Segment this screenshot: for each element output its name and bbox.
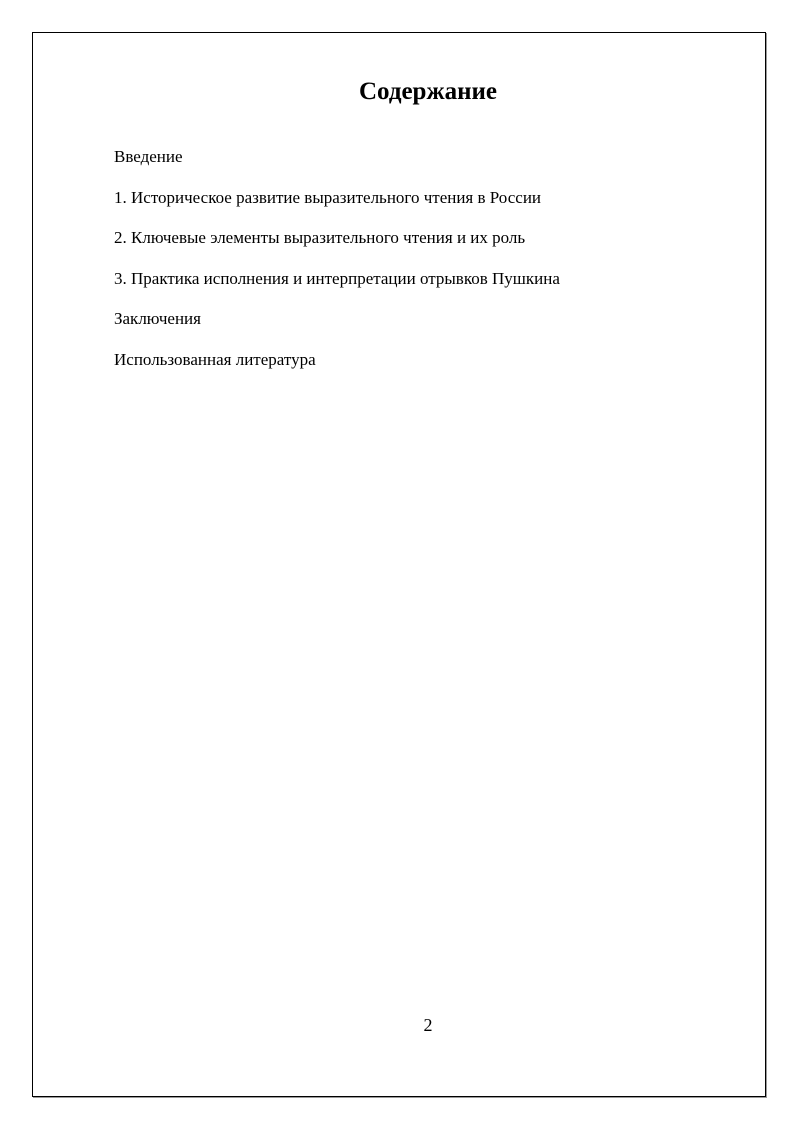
- table-of-contents: [114, 145, 560, 389]
- toc-item-conclusion: Заключения: [114, 309, 201, 329]
- toc-item-chapter-1: 1. Историческое развитие выразительного чтения в России: [114, 187, 542, 207]
- page-number: 2: [423, 1015, 433, 1035]
- toc-item-chapter-2: 2. Ключевые элементы выразительного чтения и их роль: [114, 228, 526, 248]
- toc-item-chapter-3: 3. Практика исполнения и интерпретации отрывков Пушкина: [114, 268, 560, 288]
- toc-item-introduction: Введение: [114, 147, 183, 166]
- toc-item-references: Использованная литература: [114, 349, 316, 369]
- page-title: Содержание: [358, 78, 497, 105]
